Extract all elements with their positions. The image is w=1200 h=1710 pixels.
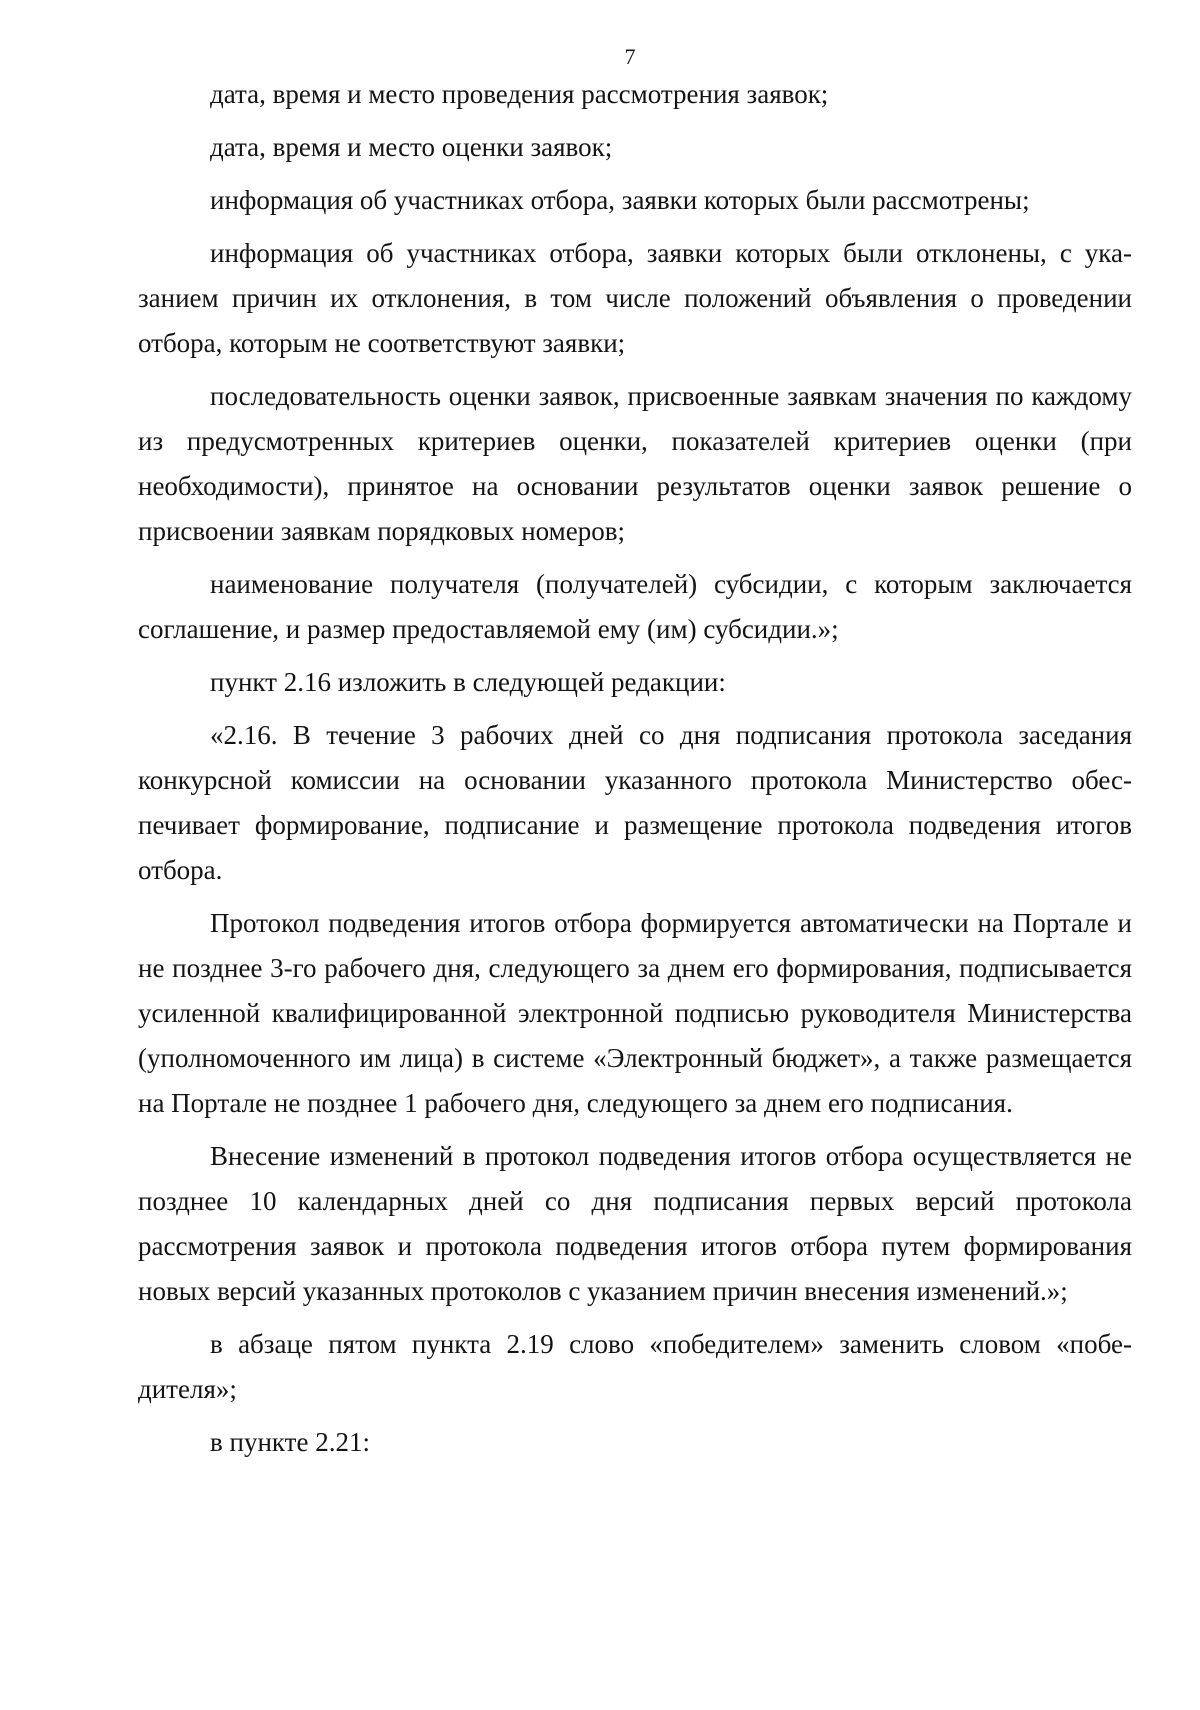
- paragraph-recipient-name: наименование получателя (получателей) субсидии, с которым заключается соглашение, и размер предоставляемой ему (им) субсидии.»;: [138, 569, 1132, 644]
- paragraph-evaluation-sequence: последовательность оценки заявок, присвоенные заявкам значения по каждому из предусмотренных критериев оценки, показателей критериев оценки (при необходимости), принятое на основании результатов оценки заявок решение о присвоении заявкам порядковых номеров;: [138, 381, 1132, 546]
- document-body: [138, 72, 1132, 1465]
- paragraph-protocol-changes: Внесение изменений в протокол подведения итогов отбора осуществляется не позднее 10 календарных дней со дня подписания первых версий протокола рассмотрения заявок и протокола подведения итогов отбора путем формирования новых версий указанных протоколов с указанием причин внесения изменений.»;: [138, 1141, 1132, 1306]
- paragraph-rejected-participants: информация об участниках отбора, заявки которых были отклонены, с указанием причин их отклонения, в том числе положений объявления о проведении отбора, которым не соответствуют заявки;: [138, 238, 1132, 358]
- paragraph-clause-2-16: «2.16. В течение 3 рабочих дней со дня подписания протокола заседания конкурсной комиссии на основании указанного протокола Министерство обеспечивает формирование, подписание и размещение протокола подведения итогов отбора.: [138, 720, 1132, 885]
- paragraph-clause-2-19: в абзаце пятом пункта 2.19 слово «победителем» заменить словом «победителя»;: [138, 1329, 1132, 1404]
- paragraph-clause-2-21: в пункте 2.21:: [210, 1427, 370, 1457]
- paragraph-clause-2-16-intro: пункт 2.16 изложить в следующей редакции:: [210, 667, 726, 697]
- paragraph-reviewed-participants: информация об участниках отбора, заявки которых были рассмотрены;: [210, 185, 1030, 215]
- paragraph-evaluation-date: дата, время и место оценки заявок;: [210, 132, 613, 162]
- paragraph-review-date: дата, время и место проведения рассмотрения заявок;: [210, 79, 829, 109]
- paragraph-results-protocol: Протокол подведения итогов отбора формируется автоматически на Портале и не позднее 3-го рабочего дня, следующего за днем его формирования, подписывается усиленной квалифицированной электронной подписью руководителя Министерства (уполномоченного им лица) в системе «Электронный бюджет», а также размещается на Портале не позднее 1 рабочего дня, следующего за днем его подписания.: [138, 908, 1132, 1118]
- page-number: 7: [624, 44, 636, 69]
